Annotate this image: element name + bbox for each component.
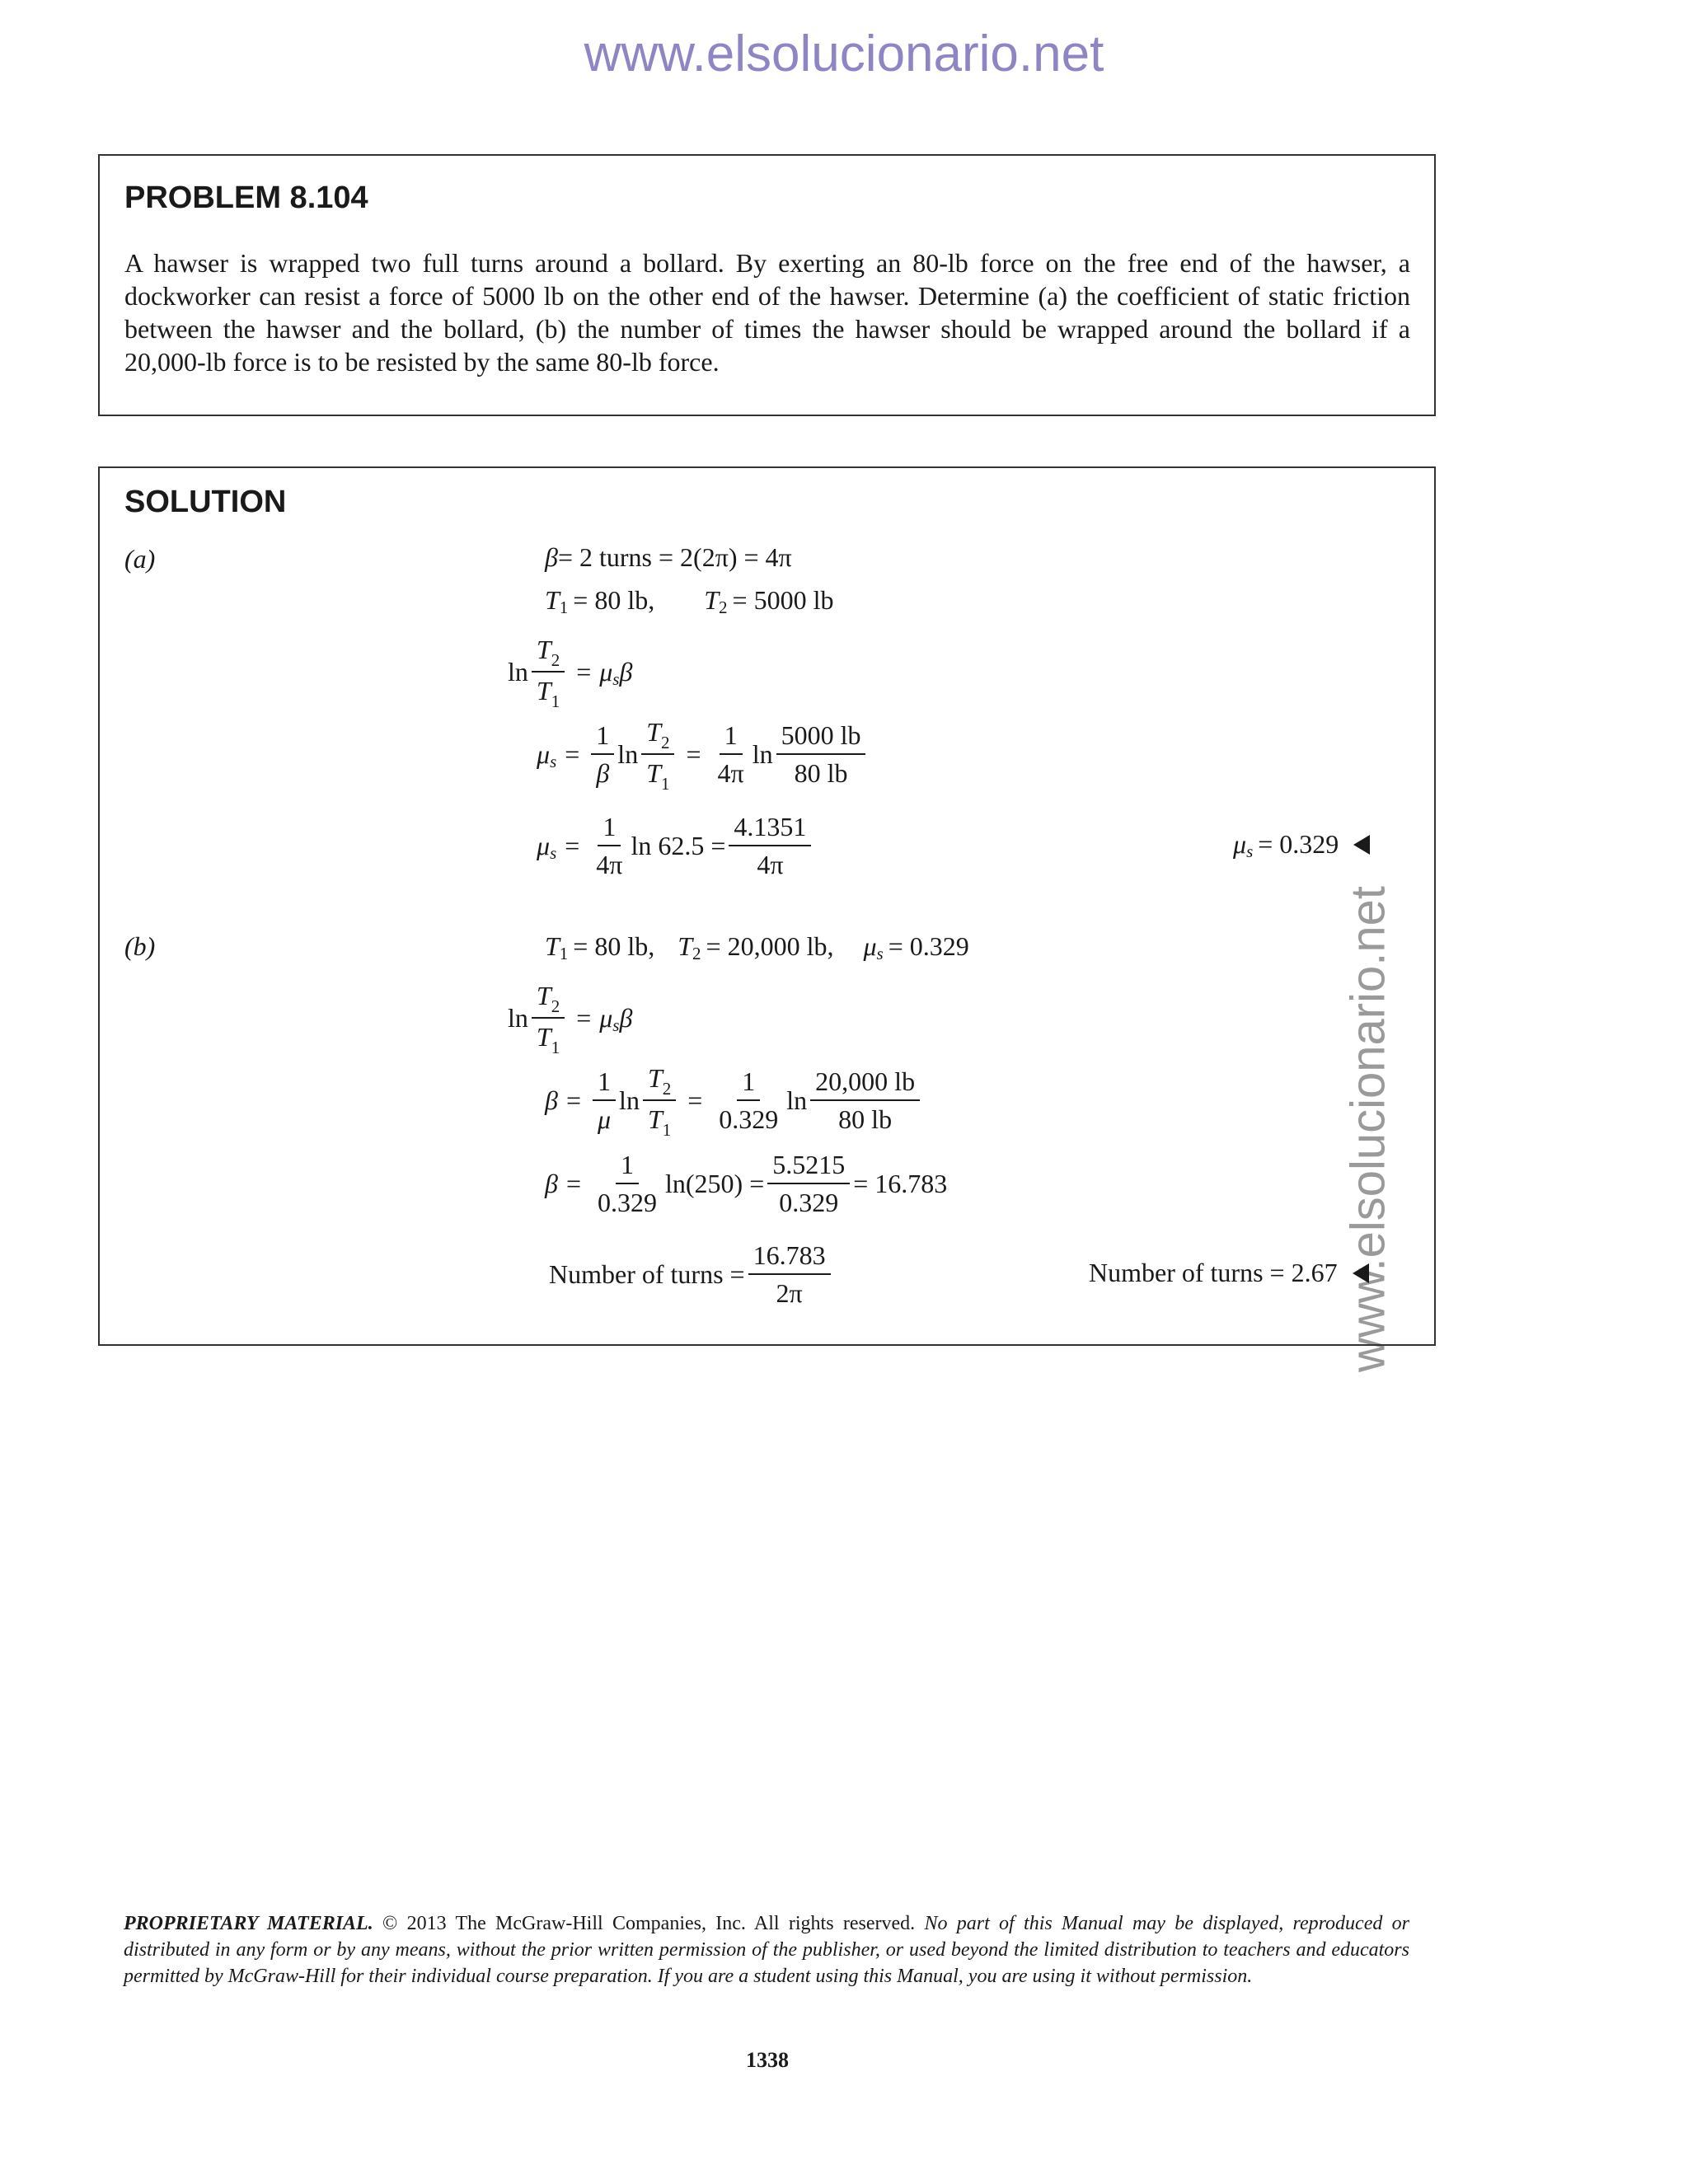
eq-a-capstan: ln $\frac{T_2}{T_1}$ = μ s β <box>508 635 633 711</box>
part-b-label: (b) <box>124 931 156 961</box>
eq-b-beta-expression: β = $\frac{1}{\mu}$ ln $\frac{T_2}{T_1}$ = $\frac{1}{0.329}$ ln $\frac{20,000 lb}{80 lb}$ <box>545 1062 923 1139</box>
part-a-label: (a) <box>124 544 156 574</box>
page-number: 1338 <box>746 2048 789 2072</box>
answer-a: μ s = 0.329 <box>1233 829 1370 860</box>
eq-a-mu-expression: μ s = $\frac{1}{\beta}$ ln $\frac{T_2}{T_1}$ = $\frac{1}{4\pi}$ ln $\frac{5000 lb}{80 lb}$ <box>537 715 869 793</box>
solution-title: SOLUTION <box>124 485 287 519</box>
answer-b: Number of turns = 2.67 <box>1089 1258 1369 1288</box>
problem-box <box>98 154 1436 416</box>
answer-marker-icon <box>1353 835 1370 855</box>
eq-a-tensions: T 1 = 80 lb, T 2 = 5000 lb <box>545 585 834 617</box>
copyright-text: © 2013 The McGraw-Hill Companies, Inc. All rights reserved. <box>382 1913 916 1934</box>
eq-b-beta-value: β = $\frac{1}{0.329}$ ln(250) = $\frac{5.5215}{0.329}$ = 16.783 <box>545 1150 948 1217</box>
copyright-notice <box>124 1910 1409 1990</box>
eq-a-mu-value: μ s = $\frac{1}{4\pi}$ ln 62.5 = $\frac{4.1351}{4\pi}$ <box>537 810 814 881</box>
eq-a-beta: β = 2 turns = 2(2π) = 4π <box>545 542 792 572</box>
eq-b-capstan: ln $\frac{T_2}{T_1}$ = μ s β <box>508 981 633 1057</box>
answer-marker-icon <box>1353 1263 1369 1283</box>
watermark-side: www.elsolucionario.net <box>1341 886 1395 1372</box>
permission-notice: No part of this Manual may be displayed, reproduced or distributed in any form or by any means, without the prior written permission of the publisher, or used beyond the limited distribution to teachers and educators permitted by McGraw-Hill for their individual course preparation. If you are a student using this Manual, you are using it without permission. <box>124 1913 1409 1987</box>
watermark-top: www.elsolucionario.net <box>584 26 1104 82</box>
proprietary-label: PROPRIETARY MATERIAL. <box>124 1913 373 1934</box>
problem-title: PROBLEM 8.104 <box>124 180 368 215</box>
problem-statement: A hawser is wrapped two full turns around a bollard. By exerting an 80-lb force on the free end of the hawser, a dockworker can resist a force of 5000 lb on the other end of the hawser. Determine (a) the coefficient of static friction between the hawser and the bollard, (b) the number of times the hawser should be wrapped around the bollard if a 20,000-lb force is to be resisted by the same 80-lb force. <box>124 248 1410 377</box>
solution-box <box>98 466 1436 1346</box>
eq-b-turns: Number of turns = $\frac{16.783}{2\pi}$ <box>549 1239 834 1310</box>
eq-b-given: T 1 = 80 lb, T 2 = 20,000 lb, μ s = 0.329 <box>545 931 969 963</box>
